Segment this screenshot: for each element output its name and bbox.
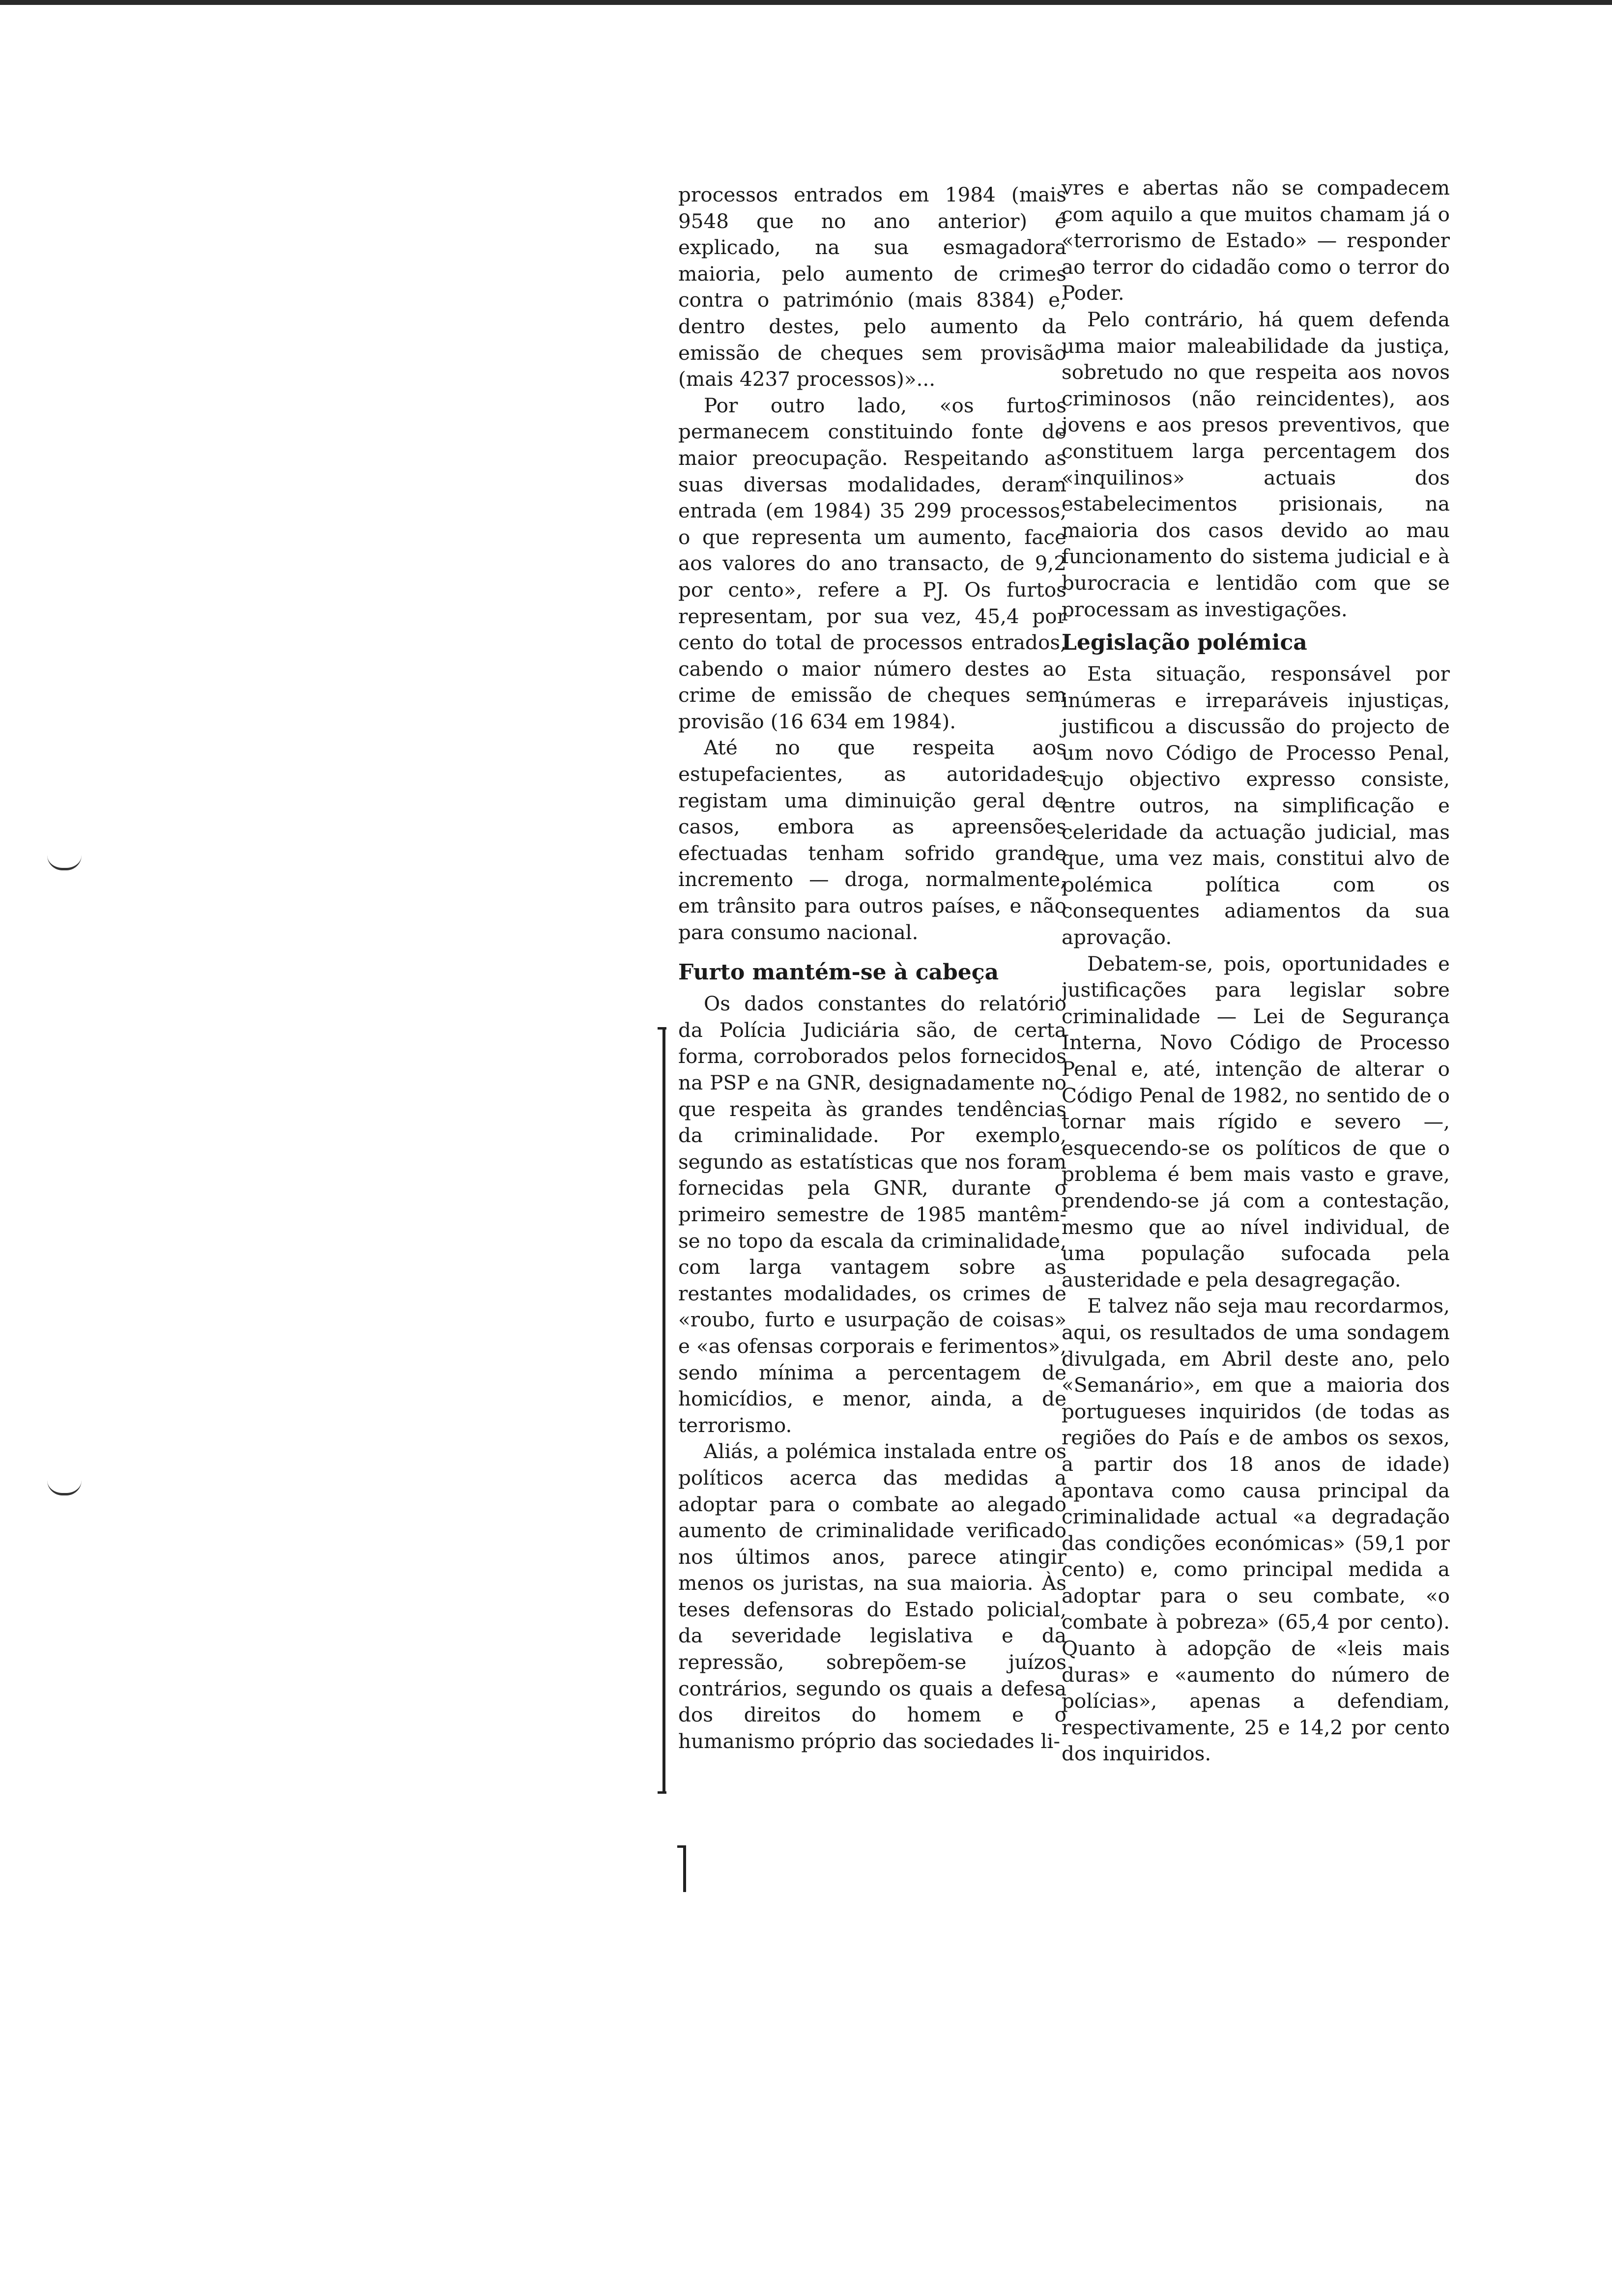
article-column-1 (678, 182, 1066, 1754)
paragraph: Aliás, a polémica instalada entre os políticos acerca das medidas a adoptar para o combate ao alegado aumento de criminalidade verificado nos últimos anos, parece atingir menos os juristas, na sua maioria. Às teses defensoras do Estado policial, da severidade legislativa e da repressão, sobrepõem-se juízos contrários, segundo os quais a defesa dos direitos do homem e o humanismo próprio das sociedades li- (678, 1439, 1066, 1753)
page-top-edge (0, 0, 1612, 5)
punch-hole-mark (47, 1480, 82, 1495)
paragraph: vres e abertas não se compadecem com aquilo a que muitos chamam já o «terrorismo de Estado» — responder ao terror do cidadão como o terror do Poder. (1062, 176, 1450, 305)
margin-bracket (662, 1027, 665, 1794)
section-heading: Furto mantém-se à cabeça (678, 960, 999, 985)
paragraph: Até no que respeita aos estupefacientes, as autoridades registam uma diminuição geral de casos, embora as apreensões efectuadas tenham sofrido grande incremento — droga, normalmente, em trânsito para outros países, e não para consumo nacional. (678, 736, 1066, 944)
paragraph: processos entrados em 1984 (mais 9548 que no ano anterior) é explicado, na sua esmagadora maioria, pelo aumento de crimes contra o património (mais 8384) e, dentro destes, pelo aumento da emissão de cheques sem provisão (mais 4237 processos)»... (678, 183, 1066, 391)
margin-bracket-bottom (658, 1791, 666, 1794)
paragraph: Pelo contrário, há quem defenda uma maior maleabilidade da justiça, sobretudo no que respeita aos novos criminosos (não reincidentes), aos jovens e aos presos preventivos, que constituem larga percentagem dos «inquilinos» actuais dos estabelecimentos prisionais, na maioria dos casos devido ao mau funcionamento do sistema judicial e à burocracia e lentidão com que se processam as investigações. (1062, 307, 1450, 621)
article-column-2 (1062, 175, 1450, 1767)
paragraph: E talvez não seja mau recordarmos, aqui, os resultados de uma sondagem divulgada, em Abril deste ano, pelo «Semanário», em que a maioria dos portugueses inquiridos (de todas as regiões do País e de ambos os sexos, a partir dos 18 anos de idade) apontava como causa principal da criminalidade actual «a degradação das condições económicas» (59,1 por cento) e, como principal medida a adoptar para o seu combate, «o combate à pobreza» (65,4 por cento). Quanto à adopção de «leis mais duras» e «aumento do número de polícias», apenas a defendiam, respectivamente, 25 e 14,2 por cento dos inquiridos. (1062, 1294, 1450, 1766)
paragraph: Esta situação, responsável por inúmeras e irreparáveis injustiças, justificou a discussão do projecto de um novo Código de Processo Penal, cujo objectivo expresso consiste, entre outros, na simplificação e celeridade da actuação judicial, mas que, uma vez mais, constitui alvo de polémica política com os consequentes adiamentos da sua aprovação. (1062, 662, 1450, 949)
paragraph: Por outro lado, «os furtos permanecem constituindo fonte de maior preocupação. Respeitando as suas diversas modalidades, deram entrada (em 1984) 35 299 processos, o que representa um aumento, face aos valores do ano transacto, de 9,2 por cento», refere a PJ. Os furtos representam, por sua vez, 45,4 por cento do total de processos entrados, cabendo o maior número destes ao crime de emissão de cheques sem provisão (16 634 em 1984). (678, 393, 1066, 733)
punch-hole-mark (47, 855, 82, 870)
paragraph: Debatem-se, pois, oportunidades e justificações para legislar sobre criminalidade — Lei de Segurança Interna, Novo Código de Processo Penal e, até, intenção de alterar o Código Penal de 1982, no sentido de o tornar mais rígido e severo —, esquecendo-se os políticos de que o problema é bem mais vasto e grave, prendendo-se já com a contestação, mesmo que ao nível individual, de uma população sufocada pela austeridade e pela desagregação. (1062, 951, 1450, 1292)
paragraph: Os dados constantes do relatório da Polícia Judiciária são, de certa forma, corroborados pelos fornecidos na PSP e na GNR, designadamente no que respeita às grandes tendências da criminalidade. Por exemplo, segundo as estatísticas que nos foram fornecidas pela GNR, durante o primeiro semestre de 1985 mantêm-se no topo da escala da criminalidade, com larga vantagem sobre as restantes modalidades, os crimes de «roubo, furto e usurpação de coisas» e «as ofensas corporais e ferimentos», sendo mínima a percentagem de homicídios, e menor, ainda, a de terrorismo. (678, 992, 1066, 1437)
margin-tick (683, 1845, 686, 1892)
section-heading: Legislação polémica (1062, 630, 1307, 656)
